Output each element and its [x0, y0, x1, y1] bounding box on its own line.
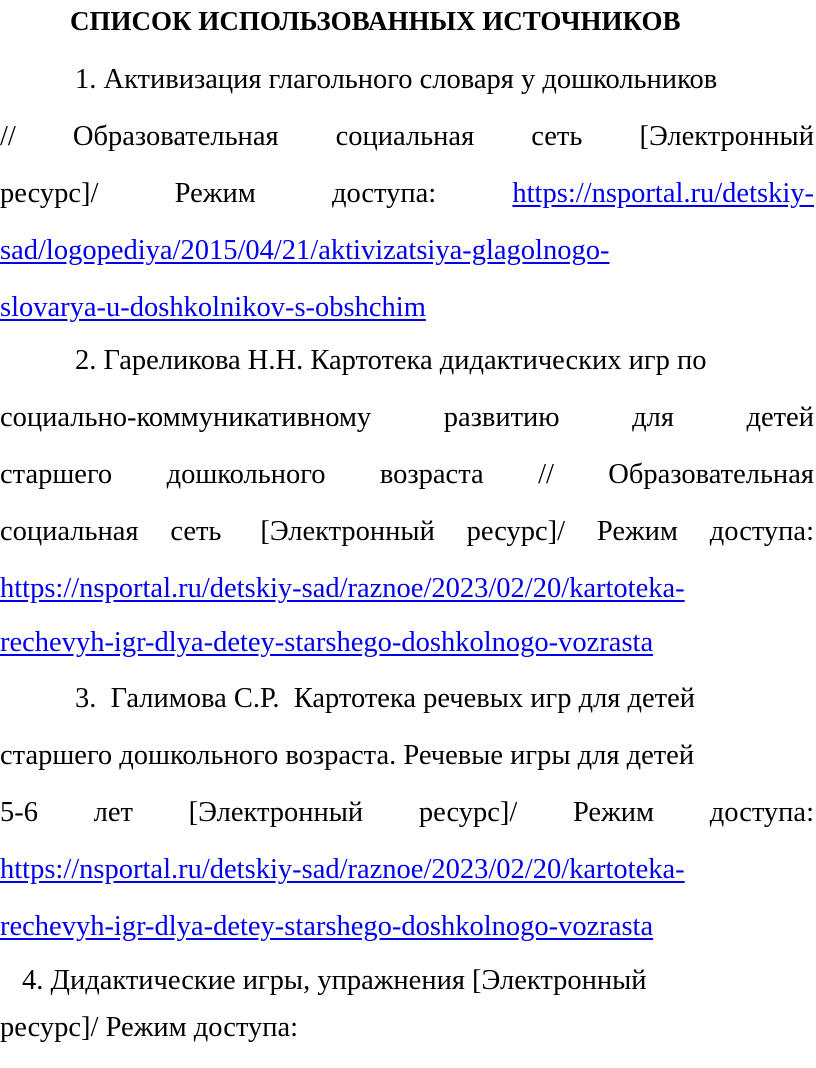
entry-1-link-part-2[interactable]: sad/logopediya/2015/04/21/aktivizatsiya-glagolnogo- [0, 235, 610, 266]
word: [Электронный [253, 516, 435, 547]
word: 5-6 [0, 797, 38, 828]
word: // [538, 459, 554, 490]
entry-3-line-4 [0, 852, 816, 888]
word: доступа: [331, 178, 437, 209]
word: Режим [572, 797, 655, 828]
word: Режим [596, 516, 678, 547]
entry-2-line-6 [0, 625, 816, 661]
word: ресурс]/ [418, 797, 518, 828]
word: сеть [531, 121, 583, 152]
entry-3-line-2 [0, 738, 816, 774]
word: ресурс]/ [466, 516, 566, 547]
word: сеть [170, 516, 222, 547]
word: [Электронный [188, 797, 364, 828]
entry-1-link-part-1[interactable]: https://nsportal.ru/detskiy- [512, 178, 814, 209]
entry-4-lead: 4. Дидактические игры, упражнения [Электронный [22, 965, 647, 996]
word: [Электронный [639, 121, 814, 152]
entry-4-text: ресурс]/ Режим доступа: [0, 1012, 299, 1043]
page-title: СПИСОК ИСПОЛЬЗОВАННЫХ ИСТОЧНИКОВ [70, 6, 681, 36]
entry-2-lead: 2. Гареликова Н.Н. Картотека дидактических игр по [75, 345, 707, 376]
entry-2-line-4 [0, 514, 814, 550]
entry-2-line-5 [0, 571, 816, 607]
word: // [0, 121, 16, 152]
word: Образовательная [608, 459, 814, 490]
word: Режим [174, 178, 256, 209]
entry-2-link-part-2[interactable]: rechevyh-igr-dlya-detey-starshego-doshkolnogo-vozrasta [0, 627, 654, 658]
entry-3-link-part-1[interactable]: https://nsportal.ru/detskiy-sad/raznoe/2023/02/20/kartoteka- [0, 854, 685, 885]
entry-3-line-3 [0, 795, 814, 831]
word: старшего [0, 459, 113, 490]
word: детей [746, 402, 814, 433]
word: социальная [0, 516, 139, 547]
entry-3-line-5 [0, 909, 816, 945]
word: ресурс]/ [0, 178, 99, 209]
entry-2-line-2 [0, 400, 814, 436]
word: социальная [335, 121, 475, 152]
entry-1-line-4 [0, 233, 816, 269]
word: Образовательная [72, 121, 279, 152]
word: доступа: [709, 516, 814, 547]
entry-1-line-3 [0, 176, 814, 212]
entry-1-line-2 [0, 119, 814, 155]
entry-1-line-5 [0, 290, 816, 326]
word: лет [93, 797, 133, 828]
word: возраста [379, 459, 484, 490]
entry-2-link-part-1[interactable]: https://nsportal.ru/detskiy-sad/raznoe/2023/02/20/kartoteka- [0, 573, 685, 604]
entry-1-lead: 1. Активизация глагольного словаря у дошкольников [75, 64, 718, 95]
entry-3-lead: 3. Галимова С.Р. Картотека речевых игр для детей [75, 683, 696, 714]
word: для [632, 402, 674, 433]
word: развитию [443, 402, 560, 433]
word: доступа: [709, 797, 814, 828]
entry-2-line-3 [0, 457, 814, 493]
entry-1-link-part-3[interactable]: slovarya-u-doshkolnikov-s-obshchim [0, 292, 426, 323]
entry-3-text: старшего дошкольного возраста. Речевые игры для детей [0, 740, 695, 771]
word: дошкольного [166, 459, 326, 490]
entry-3-link-part-2[interactable]: rechevyh-igr-dlya-detey-starshego-doshkolnogo-vozrasta [0, 911, 654, 942]
word: социально-коммуникативному [0, 402, 372, 433]
entry-4-line-2 [0, 1010, 816, 1046]
